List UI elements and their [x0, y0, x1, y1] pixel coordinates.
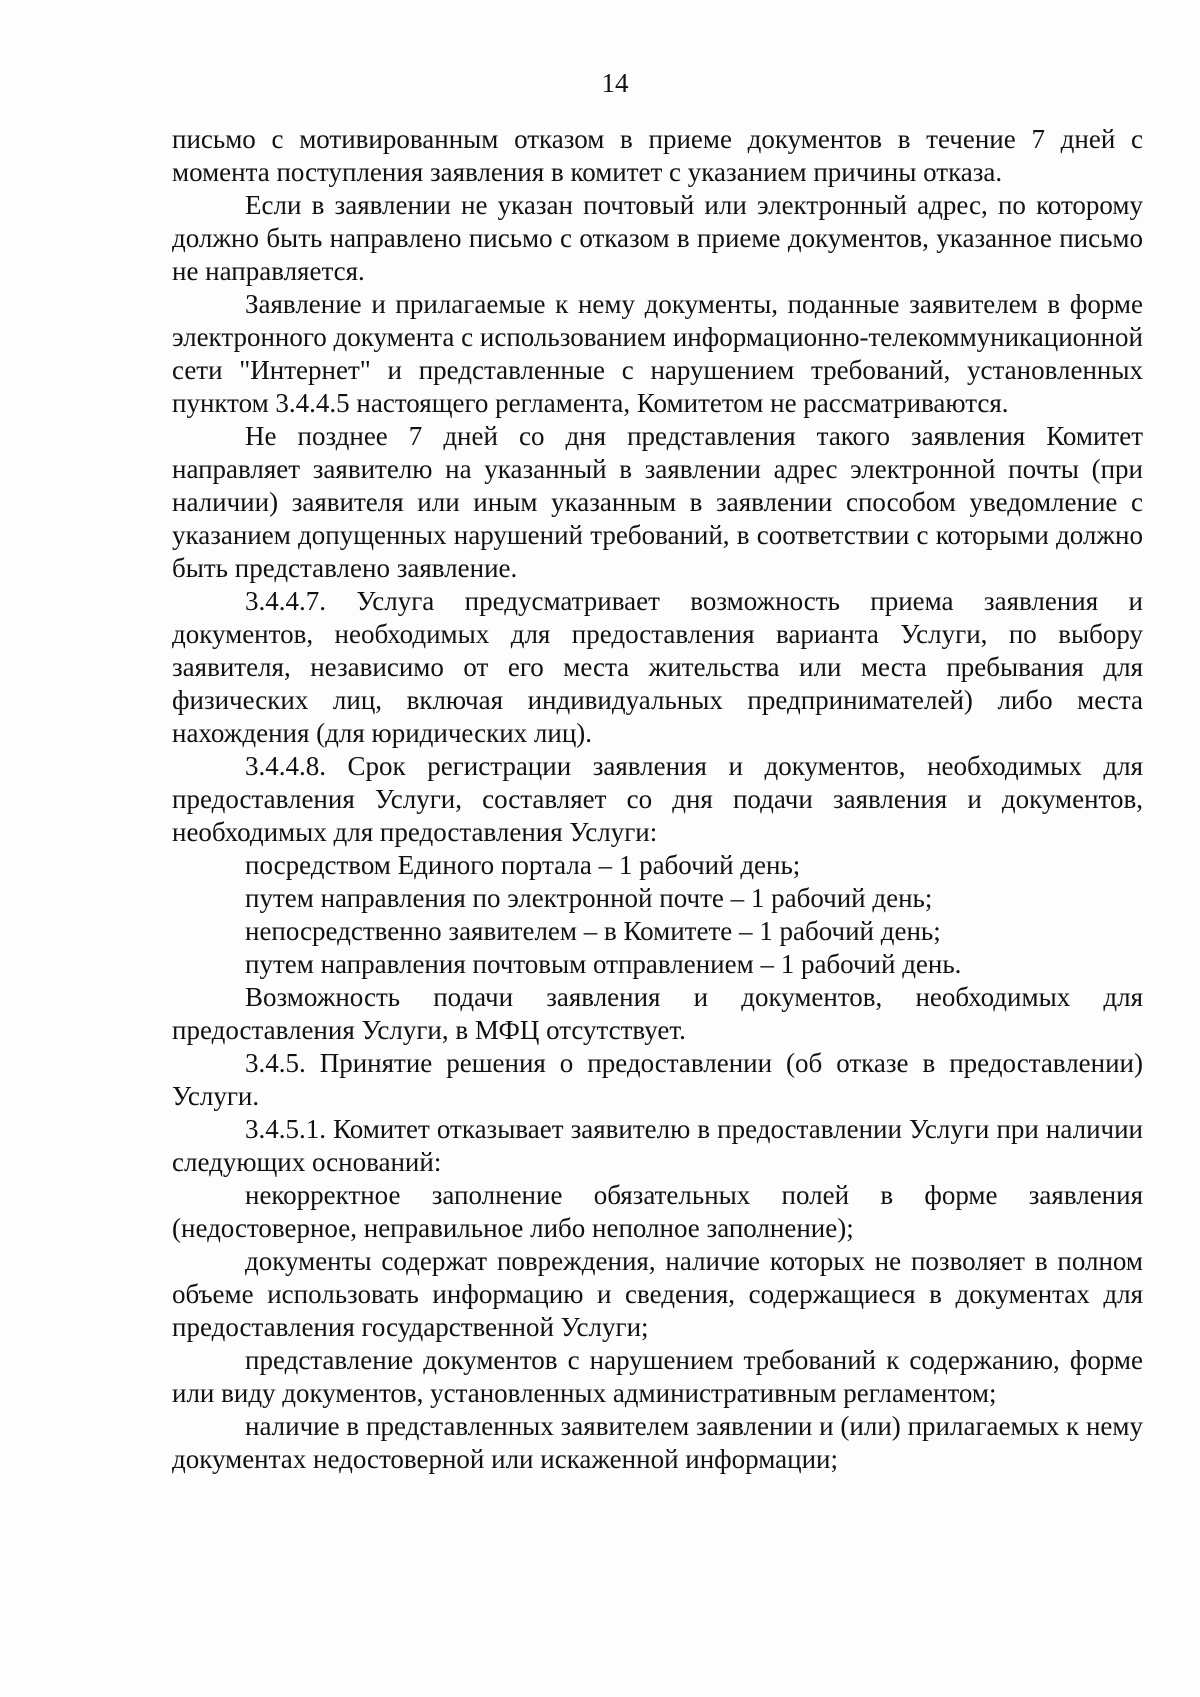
paragraph-continuation: письмо с мотивированным отказом в приеме документов в течение 7 дней с момента поступления заявления в комитет с указанием причины отказа.	[172, 124, 1143, 187]
list-item: путем направления по электронной почте – 1 рабочий день;	[245, 883, 933, 913]
document-body	[172, 123, 1143, 1476]
paragraph: Не позднее 7 дней со дня представления такого заявления Комитет направляет заявителю на указанный в заявлении адрес электронной почты (при наличии) заявителя или иным указанным в заявлении способом уведомление с указанием допущенных нарушений требований, в соответствии с которыми должно быть представлено заявление.	[172, 421, 1143, 583]
paragraph-clause-3-4-4-8: 3.4.4.8. Срок регистрации заявления и документов, необходимых для предоставления Услуги, составляет со дня подачи заявления и документов, необходимых для предоставления Услуги:	[172, 751, 1143, 847]
paragraph: Если в заявлении не указан почтовый или электронный адрес, по которому должно быть направлено письмо с отказом в приеме документов, указанное письмо не направляется.	[172, 190, 1143, 286]
list-item: непосредственно заявителем – в Комитете – 1 рабочий день;	[245, 916, 941, 946]
list-item: посредством Единого портала – 1 рабочий день;	[245, 850, 801, 880]
paragraph: Заявление и прилагаемые к нему документы, поданные заявителем в форме электронного документа с использованием информационно-телекоммуникационной сети "Интернет" и представленные с нарушением требований, установленных пунктом 3.4.4.5 настоящего регламента, Комитетом не рассматриваются.	[172, 289, 1143, 418]
list-item: путем направления почтовым отправлением – 1 рабочий день.	[245, 949, 962, 979]
paragraph-clause-3-4-5-1: 3.4.5.1. Комитет отказывает заявителю в предоставлении Услуги при наличии следующих оснований:	[172, 1114, 1143, 1177]
list-item: документы содержат повреждения, наличие которых не позволяет в полном объеме использовать информацию и сведения, содержащиеся в документах для предоставления государственной Услуги;	[172, 1246, 1143, 1342]
paragraph-clause-3-4-4-7: 3.4.4.7. Услуга предусматривает возможность приема заявления и документов, необходимых для предоставления варианта Услуги, по выбору заявителя, независимо от его места жительства или места пребывания для физических лиц, включая индивидуальных предпринимателей) либо места нахождения (для юридических лиц).	[172, 586, 1143, 748]
list-item: представление документов с нарушением требований к содержанию, форме или виду документов, установленных административным регламентом;	[172, 1345, 1143, 1408]
page-number: 14	[601, 68, 629, 98]
list-item: некорректное заполнение обязательных полей в форме заявления (недостоверное, неправильное либо неполное заполнение);	[172, 1180, 1143, 1243]
list-item: наличие в представленных заявителем заявлении и (или) прилагаемых к нему документах недостоверной или искаженной информации;	[172, 1411, 1143, 1474]
paragraph: Возможность подачи заявления и документов, необходимых для предоставления Услуги, в МФЦ отсутствует.	[172, 982, 1143, 1045]
paragraph-clause-3-4-5: 3.4.5. Принятие решения о предоставлении (об отказе в предоставлении) Услуги.	[172, 1048, 1143, 1111]
